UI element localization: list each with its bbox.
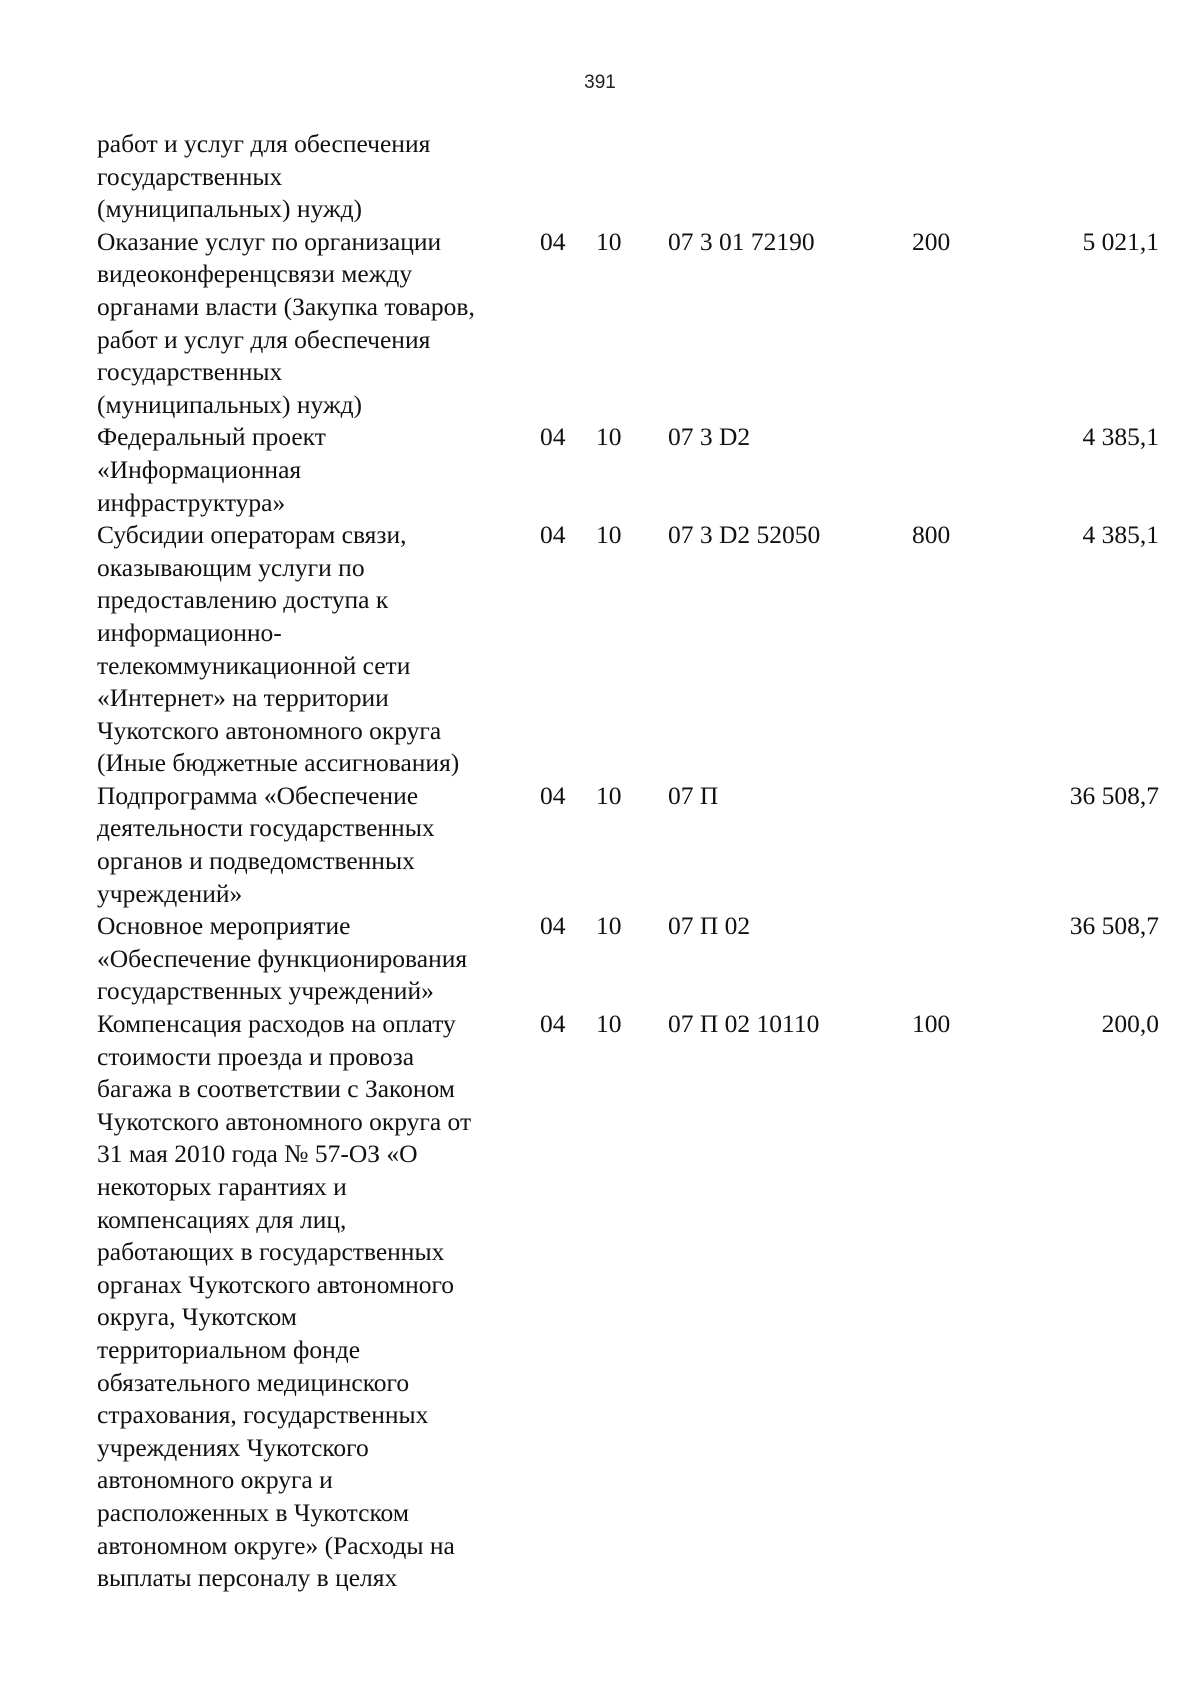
budget-table xyxy=(97,128,1159,1595)
row-section: 04 xyxy=(540,422,566,452)
row-subsection: 10 xyxy=(596,226,622,256)
row-target-code: 07 П 02 xyxy=(668,911,751,941)
table-row xyxy=(97,519,1159,780)
row-subsection: 10 xyxy=(596,422,622,452)
row-amount: 36 508,7 xyxy=(1069,911,1159,941)
row-name: Подпрограмма «Обеспечение деятельности государственных органов и подведомственных учреждений» xyxy=(97,780,435,908)
row-section: 04 xyxy=(540,1009,566,1039)
row-amount: 200,0 xyxy=(1101,1009,1159,1039)
table-row xyxy=(97,780,1159,910)
table-row xyxy=(97,128,1159,226)
row-subsection: 10 xyxy=(596,780,622,810)
row-amount: 5 021,1 xyxy=(1082,226,1159,256)
row-expense-kind: 800 xyxy=(912,520,951,550)
row-target-code: 07 3 D2 xyxy=(668,422,751,452)
row-name: Субсидии операторам связи, оказывающим услуги по предоставлению доступа к информационно- телекоммуникационной сети «Интернет» на территории Чукотского автономного округа (Иные бюджетные ассигнования) xyxy=(97,520,460,778)
row-subsection: 10 xyxy=(596,911,622,941)
row-section: 04 xyxy=(540,520,566,550)
row-target-code: 07 П xyxy=(668,780,719,810)
table-row xyxy=(97,1008,1159,1595)
row-amount: 4 385,1 xyxy=(1082,520,1159,550)
row-target-code: 07 3 D2 52050 xyxy=(668,520,821,550)
row-target-code: 07 3 01 72190 xyxy=(668,226,815,256)
page-number: 391 xyxy=(584,72,616,93)
row-section: 04 xyxy=(540,780,566,810)
row-name: Оказание услуг по организации видеоконференцсвязи между органами власти (Закупка товаров, работ и услуг для обеспечения государственных (муниципальных) нужд) xyxy=(97,226,475,419)
table-row xyxy=(97,421,1159,519)
table-row xyxy=(97,910,1159,1008)
row-name: работ и услуг для обеспечения государственных (муниципальных) нужд) xyxy=(97,129,431,224)
row-section: 04 xyxy=(540,911,566,941)
row-name: Федеральный проект «Информационная инфраструктура» xyxy=(97,422,326,517)
row-target-code: 07 П 02 10110 xyxy=(668,1009,820,1039)
row-subsection: 10 xyxy=(596,1009,622,1039)
table-row xyxy=(97,226,1159,422)
row-name: Основное мероприятие «Обеспечение функционирования государственных учреждений» xyxy=(97,911,468,1006)
row-amount: 36 508,7 xyxy=(1069,780,1159,810)
row-section: 04 xyxy=(540,226,566,256)
row-amount: 4 385,1 xyxy=(1082,422,1159,452)
row-name: Компенсация расходов на оплату стоимости проезда и провоза багажа в соответствии с Законом Чукотского автономного округа от 31 мая 2010 года № 57-ОЗ «О некоторых гарантиях и компенсациях для лиц, работающих в государственных органах Чукотского автономного округа, Чукотском территориальном фонде обязательного медицинского страхования, государственных учреждениях Чукотского автономного округа и расположенных в Чукотском автономном округе» (Расходы на выплаты персоналу в целях xyxy=(97,1009,472,1593)
row-expense-kind: 100 xyxy=(912,1009,951,1039)
row-expense-kind: 200 xyxy=(912,226,951,256)
row-subsection: 10 xyxy=(596,520,622,550)
